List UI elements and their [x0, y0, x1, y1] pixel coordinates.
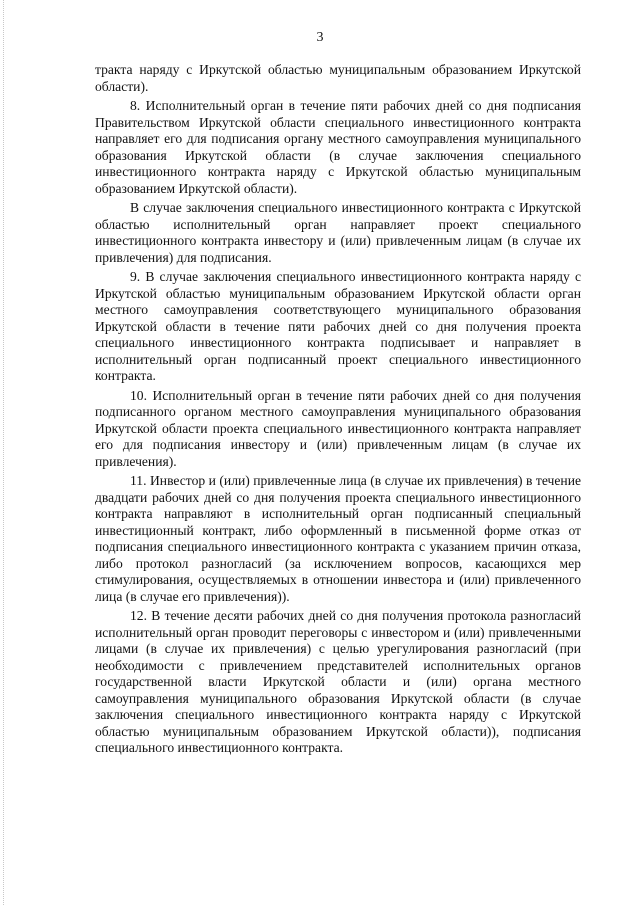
paragraph-continuation: тракта наряду с Иркутской областью муниципальным образованием Иркутской области). — [95, 62, 581, 94]
paragraph-item-9: 9. В случае заключения специального инвестиционного контракта наряду с Иркутской областью муниципальным образованием Иркутской области орган местного самоуправления соответствующего муниципального образования Иркутской области в течение пяти рабочих дней со дня получения проекта специального инвестиционного контракта подписывает и направляет в исполнительный орган подписанный проект специального инвестиционного контракта. — [95, 269, 581, 383]
paragraph-item-8-case: В случае заключения специального инвестиционного контракта с Иркутской областью исполнительный орган направляет проект специального инвестиционного контракта инвестору и (или) привлеченным лицам (в случае их привлечения) для подписания. — [95, 200, 581, 265]
page-number: 3 — [316, 30, 324, 45]
scan-edge-line — [3, 0, 5, 905]
paragraph-item-12: 12. В течение десяти рабочих дней со дня получения протокола разногласий исполнительный орган проводит переговоры с инвестором и (или) привлеченными лицами (в случае их привлечения) с целью урегулирования разногласий (при необходимости с привлечением представителей исполнительных органов государственной власти Иркутской области и (или) органа местного самоуправления муниципального образования Иркутской области (в случае заключения специального инвестиционного контракта наряду с Иркутской областью муниципальным образованием Иркутской области)), подписания специального инвестиционного контракта. — [95, 608, 581, 755]
paragraph-item-10: 10. Исполнительный орган в течение пяти рабочих дней со дня получения подписанного органом местного самоуправления муниципального образования Иркутской области проекта специального инвестиционного контракта направляет его для подписания инвестору и (или) привлеченным лицам (в случае их привлечения). — [95, 387, 581, 469]
paragraph-item-11: 11. Инвестор и (или) привлеченные лица (в случае их привлечения) в течение двадцати рабочих дней со дня получения проекта специального инвестиционного контракта направляют в исполнительный орган подписанный специальный инвестиционный контракт, либо оформленный в письменной форме отказ от подписания специального инвестиционного контракта с указанием причин отказа, либо протокол разногласий (за исключением вопросов, касающихся мер стимулирования, осуществляемых в отношении инвестора и (или) привлеченного лица (в случае его привлечения)). — [95, 473, 581, 604]
paragraph-item-8: 8. Исполнительный орган в течение пяти рабочих дней со дня подписания Правительством Иркутской области специального инвестиционного контракта направляет его для подписания органу местного самоуправления муниципального образования Иркутской области (в случае заключения специального инвестиционного контракта наряду с Иркутской областью муниципальным образованием Иркутской области). — [95, 98, 581, 196]
document-body — [95, 62, 581, 757]
